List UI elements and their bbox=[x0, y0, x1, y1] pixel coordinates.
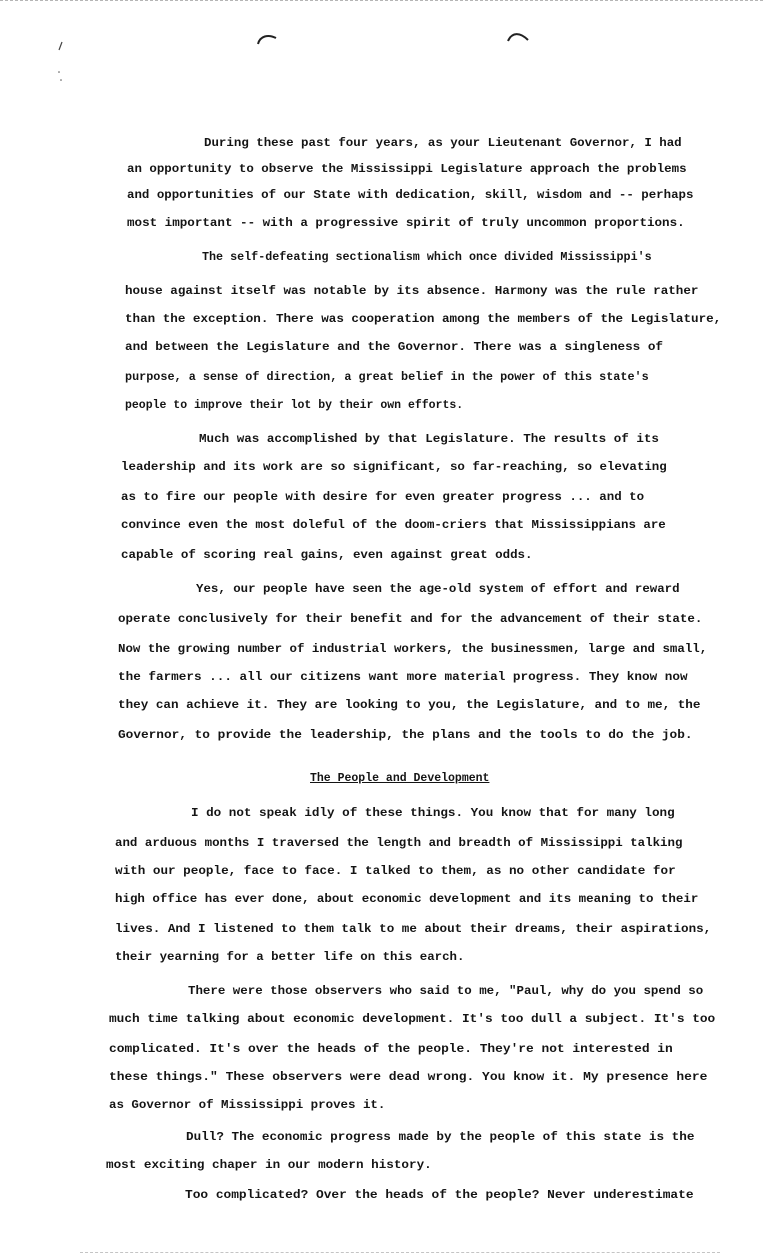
text-line: and between the Legislature and the Governor. There was a singleness of bbox=[125, 341, 663, 354]
text-line: most important -- with a progressive spirit of truly uncommon proportions. bbox=[127, 217, 685, 230]
scan-mark-right-top bbox=[506, 30, 532, 44]
text-line: Much was accomplished by that Legislature. The results of its bbox=[199, 433, 659, 446]
text-line: their yearning for a better life on this earch. bbox=[115, 951, 465, 964]
bottom-scan-border bbox=[80, 1252, 720, 1255]
text-line: Now the growing number of industrial workers, the businessmen, large and small, bbox=[118, 643, 708, 656]
text-line: I do not speak idly of these things. You know that for many long bbox=[191, 807, 675, 820]
text-line: with our people, face to face. I talked to them, as no other candidate for bbox=[115, 865, 676, 878]
text-line: leadership and its work are so significant, so far-reaching, so elevating bbox=[121, 461, 667, 474]
text-line: people to improve their lot by their own efforts. bbox=[125, 399, 464, 412]
text-line: high office has ever done, about economic development and its meaning to their bbox=[115, 893, 699, 906]
text-line: purpose, a sense of direction, a great belief in the power of this state's bbox=[125, 371, 649, 384]
text-line: convince even the most doleful of the doom-criers that Mississippians are bbox=[121, 519, 666, 532]
text-line: these things." These observers were dead wrong. You know it. My presence here bbox=[109, 1071, 708, 1084]
scan-mark-left-margin bbox=[56, 40, 68, 88]
text-line: capable of scoring real gains, even against great odds. bbox=[121, 549, 533, 562]
text-line: and opportunities of our State with dedication, skill, wisdom and -- perhaps bbox=[127, 189, 694, 202]
text-line: they can achieve it. They are looking to you, the Legislature, and to me, the bbox=[118, 699, 701, 712]
text-line: than the exception. There was cooperation among the members of the Legislature, bbox=[125, 313, 722, 326]
text-line: as to fire our people with desire for even greater progress ... and to bbox=[121, 491, 645, 504]
section-heading: The People and Development bbox=[310, 772, 490, 785]
text-line: much time talking about economic development. It's too dull a subject. It's too bbox=[109, 1013, 716, 1026]
text-line: an opportunity to observe the Mississippi Legislature approach the problems bbox=[127, 163, 687, 176]
text-line: lives. And I listened to them talk to me about their dreams, their aspirations, bbox=[115, 923, 712, 936]
text-line: Yes, our people have seen the age-old system of effort and reward bbox=[196, 583, 680, 596]
text-line: operate conclusively for their benefit and for the advancement of their state. bbox=[118, 613, 703, 626]
text-line: During these past four years, as your Lieutenant Governor, I had bbox=[204, 137, 682, 150]
text-line: as Governor of Mississippi proves it. bbox=[109, 1099, 386, 1112]
text-line: the farmers ... all our citizens want more material progress. They know now bbox=[118, 671, 688, 684]
text-line: Too complicated? Over the heads of the people? Never underestimate bbox=[185, 1189, 694, 1202]
text-line: and arduous months I traversed the length and breadth of Mississippi talking bbox=[115, 837, 683, 850]
scan-mark-left-top bbox=[256, 32, 286, 46]
text-line: most exciting chaper in our modern history. bbox=[106, 1159, 432, 1172]
top-scan-border bbox=[0, 0, 763, 3]
text-line: Governor, to provide the leadership, the plans and the tools to do the job. bbox=[118, 729, 693, 742]
text-line: house against itself was notable by its absence. Harmony was the rule rather bbox=[125, 285, 699, 298]
text-line: complicated. It's over the heads of the people. They're not interested in bbox=[109, 1043, 673, 1056]
text-line: The self-defeating sectionalism which once divided Mississippi's bbox=[202, 251, 652, 264]
text-line: There were those observers who said to me, "Paul, why do you spend so bbox=[188, 985, 704, 998]
text-line: Dull? The economic progress made by the people of this state is the bbox=[186, 1131, 695, 1144]
